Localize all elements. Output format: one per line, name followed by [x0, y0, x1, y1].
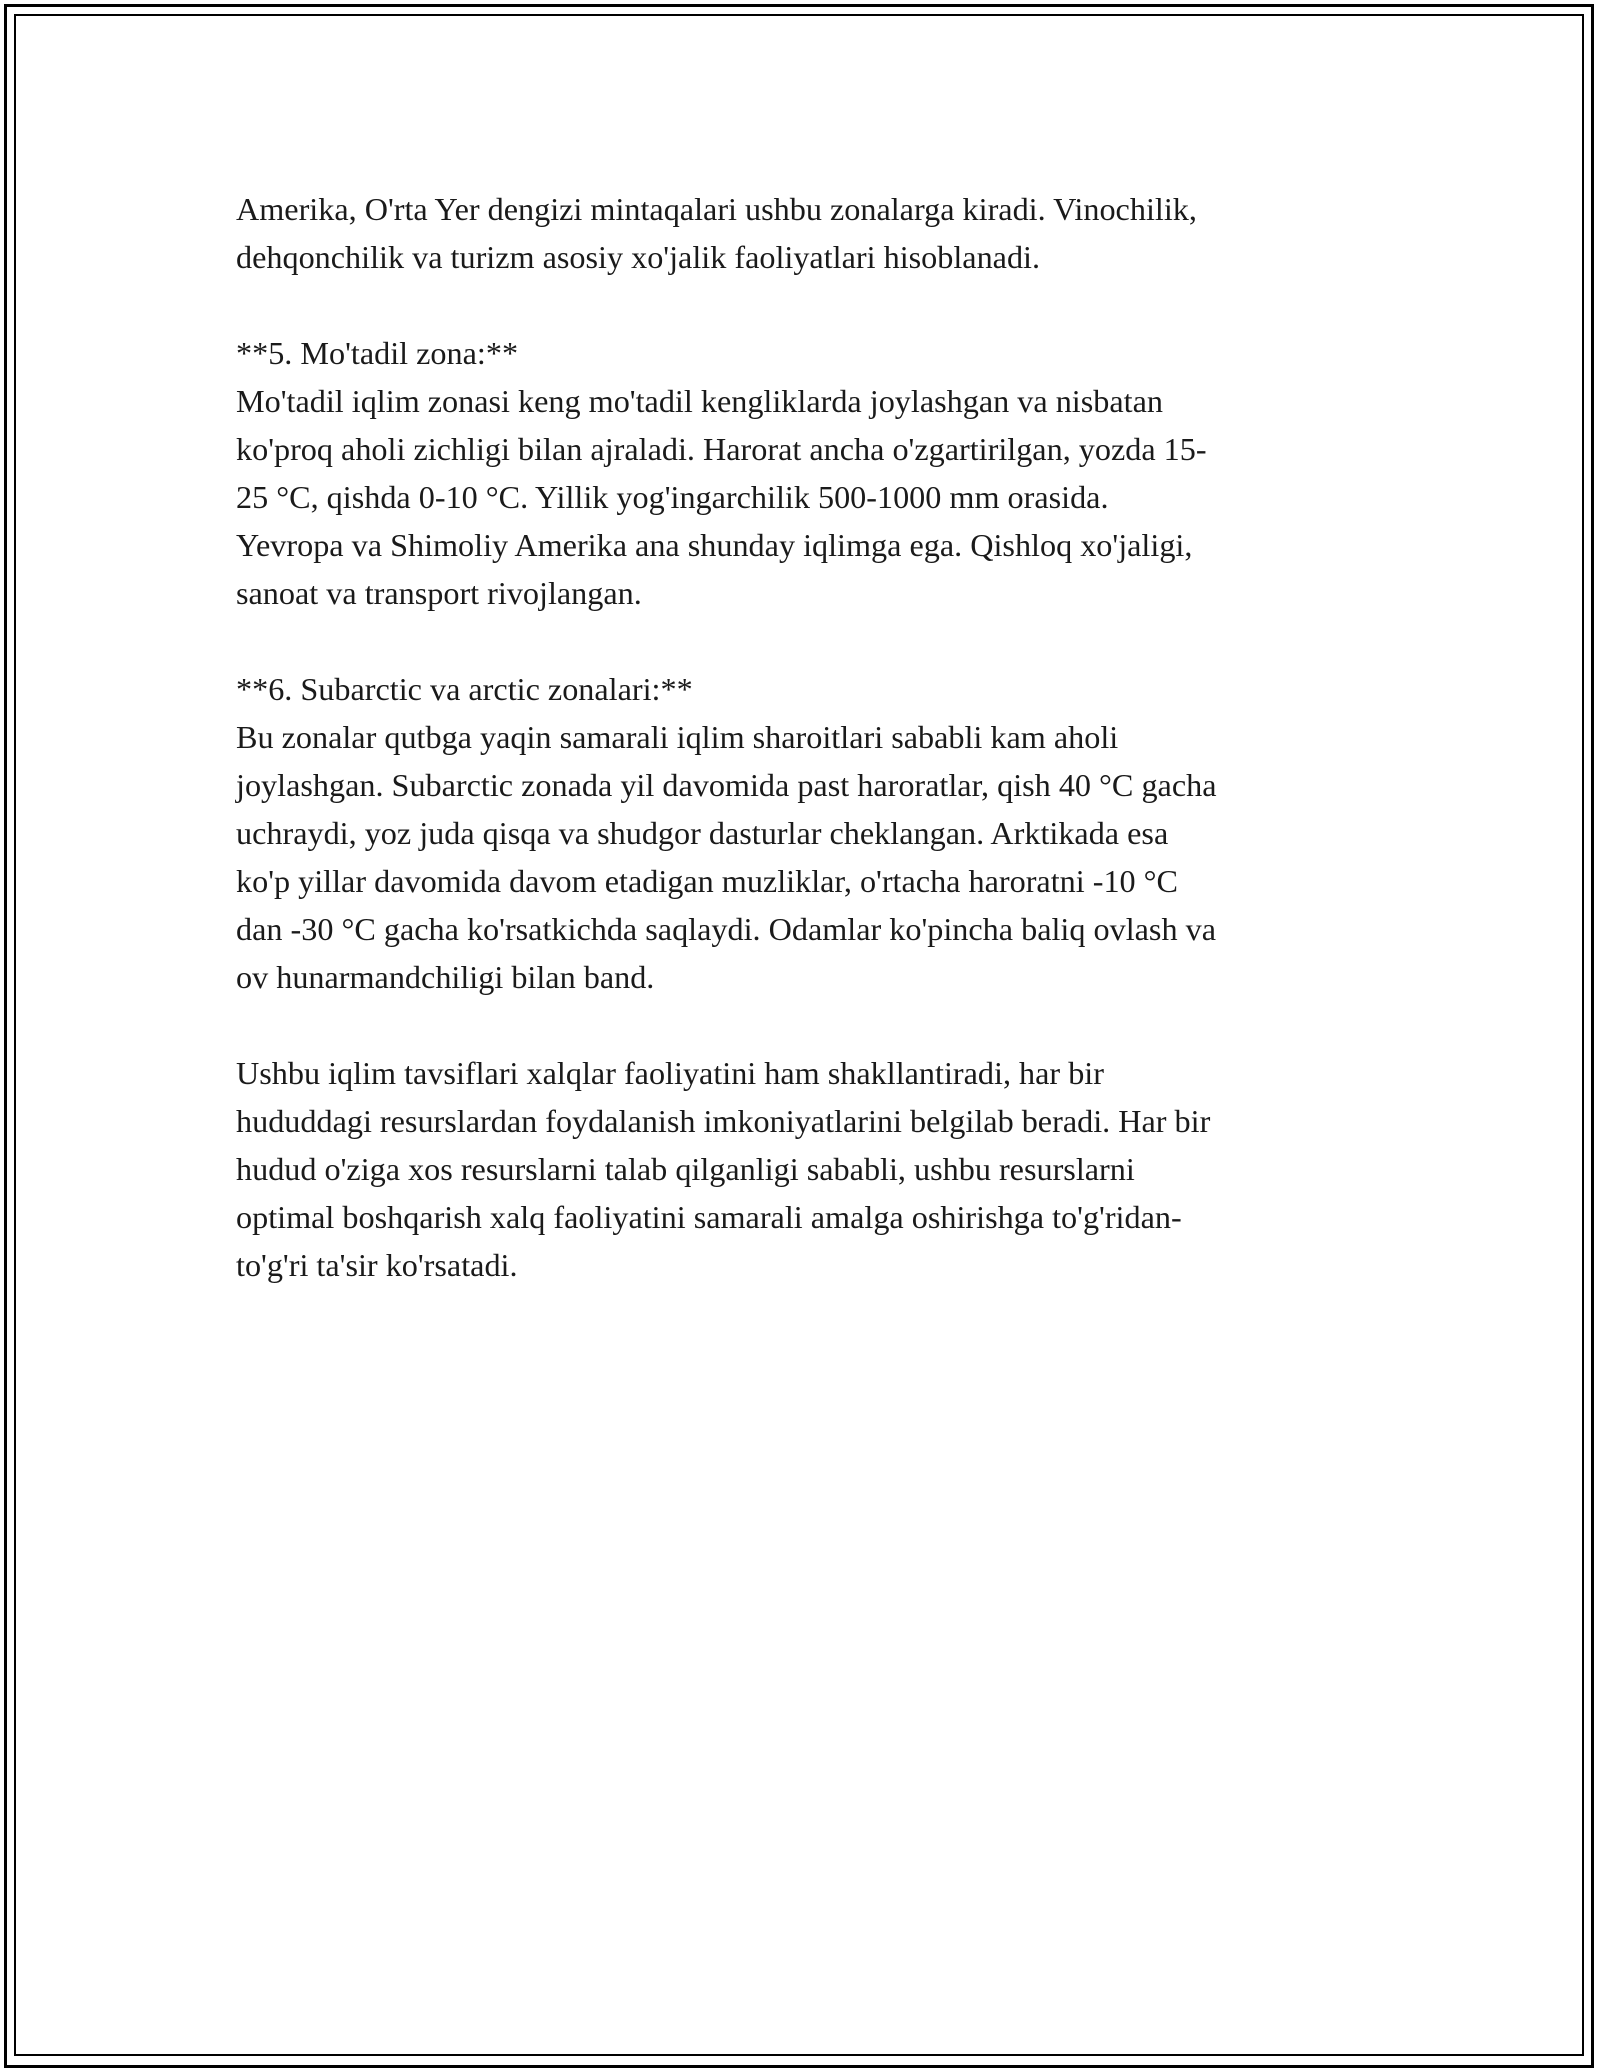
- paragraph-gap: [236, 1001, 1358, 1049]
- text-line: hududdagi resurslardan foydalanish imkoniyatlarini belgilab beradi. Har bir: [236, 1103, 1211, 1139]
- text-line: uchraydi, yoz juda qisqa va shudgor dasturlar cheklangan. Arktikada esa: [236, 815, 1169, 851]
- text-line: Yevropa va Shimoliy Amerika ana shunday iqlimga ega. Qishloq xo'jaligi,: [236, 527, 1193, 563]
- text-line: Amerika, O'rta Yer dengizi mintaqalari ushbu zonalarga kiradi. Vinochilik,: [236, 191, 1197, 227]
- text-line: ko'p yillar davomida davom etadigan muzliklar, o'rtacha haroratni -10 °C: [236, 863, 1179, 899]
- paragraph-intro: [236, 185, 1358, 281]
- paragraph-gap: [236, 281, 1358, 329]
- text-line: ov hunarmandchiligi bilan band.: [236, 959, 655, 995]
- section-subarctic-zone: [236, 665, 1358, 1001]
- text-line: hudud o'ziga xos resurslarni talab qilganligi sababli, ushbu resurslarni: [236, 1151, 1135, 1187]
- paragraph-conclusion: [236, 1049, 1358, 1289]
- text-line: dehqonchilik va turizm asosiy xo'jalik faoliyatlari hisoblanadi.: [236, 239, 1041, 275]
- section-temperate-zone: [236, 329, 1358, 617]
- section-heading: **6. Subarctic va arctic zonalari:**: [236, 671, 693, 707]
- text-line: optimal boshqarish xalq faoliyatini samarali amalga oshirishga to'g'ridan-: [236, 1199, 1182, 1235]
- text-line: dan -30 °C gacha ko'rsatkichda saqlaydi. Odamlar ko'pincha baliq ovlash va: [236, 911, 1216, 947]
- text-line: to'g'ri ta'sir ko'rsatadi.: [236, 1247, 518, 1283]
- text-line: Ushbu iqlim tavsiflari xalqlar faoliyatini ham shakllantiradi, har bir: [236, 1055, 1104, 1091]
- text-line: sanoat va transport rivojlangan.: [236, 575, 642, 611]
- section-heading: **5. Mo'tadil zona:**: [236, 335, 519, 371]
- text-line: Bu zonalar qutbga yaqin samarali iqlim sharoitlari sababli kam aholi: [236, 719, 1119, 755]
- text-line: 25 °C, qishda 0-10 °C. Yillik yog'ingarchilik 500-1000 mm orasida.: [236, 479, 1109, 515]
- text-line: joylashgan. Subarctic zonada yil davomida past haroratlar, qish 40 °C gacha: [236, 767, 1217, 803]
- paragraph-gap: [236, 617, 1358, 665]
- text-line: ko'proq aholi zichligi bilan ajraladi. Harorat ancha o'zgartirilgan, yozda 15-: [236, 431, 1207, 467]
- text-line: Mo'tadil iqlim zonasi keng mo'tadil kengliklarda joylashgan va nisbatan: [236, 383, 1163, 419]
- document-body: [236, 185, 1358, 1289]
